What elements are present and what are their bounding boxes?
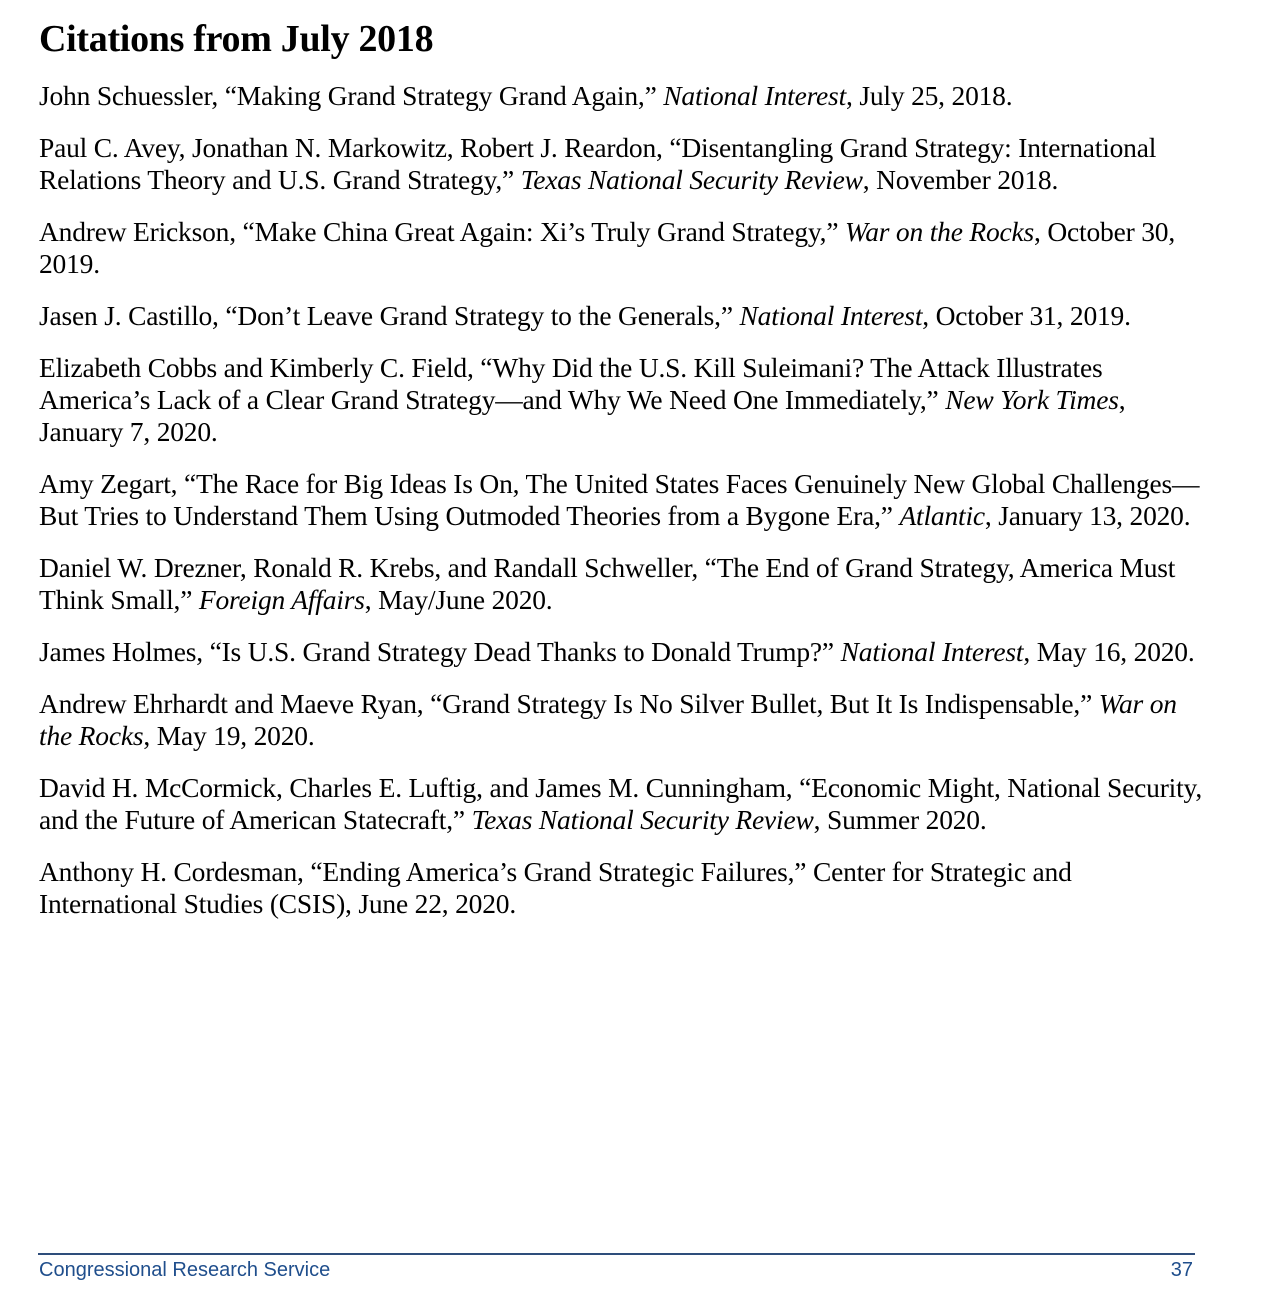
citation-date: , July 25, 2018.	[846, 80, 1013, 111]
citation-item	[39, 300, 1209, 332]
citation-date: , Summer 2020.	[813, 804, 987, 835]
citation-publication: National Interest	[739, 300, 923, 331]
citation-publication: Atlantic	[899, 500, 985, 531]
citation-item	[39, 80, 1209, 112]
footer-source: Congressional Research Service	[39, 1259, 331, 1281]
citation-date: , May/June 2020.	[364, 584, 553, 615]
citation-text: Amy Zegart, “The Race for Big Ideas Is On, The United States Faces Genuinely New Global Challenges—But Tries to Understand Them Using Outmoded Theories from a Bygone Era,”	[39, 468, 1200, 531]
citation-publication: Texas National Security Review	[471, 804, 814, 835]
citation-text: Anthony H. Cordesman, “Ending America’s Grand Strategic Failures,” Center for Strategic and International Studies (CSIS), June 22, 2020.	[39, 856, 1072, 919]
citation-publication: Texas National Security Review	[520, 164, 863, 195]
citation-text: John Schuessler, “Making Grand Strategy Grand Again,”	[39, 80, 664, 111]
citation-publication: Foreign Affairs	[198, 584, 365, 615]
citation-text: David H. McCormick, Charles E. Luftig, and James M. Cunningham, “Economic Might, National Security, and the Future of American Statecraft,”	[39, 772, 1202, 835]
citation-text: Andrew Ehrhardt and Maeve Ryan, “Grand Strategy Is No Silver Bullet, But It Is Indispensable,”	[39, 688, 1099, 719]
citation-date: , January 13, 2020.	[984, 500, 1191, 531]
citation-item	[39, 636, 1209, 668]
citation-item	[39, 688, 1209, 752]
citation-item	[39, 468, 1209, 532]
citation-text: James Holmes, “Is U.S. Grand Strategy Dead Thanks to Donald Trump?”	[39, 636, 841, 667]
citation-publication: War on the Rocks	[845, 216, 1035, 247]
citation-publication: War on the Rocks	[39, 688, 1177, 751]
citation-date: , May 19, 2020.	[143, 720, 315, 751]
footer-page-number: 37	[1170, 1259, 1193, 1281]
citation-list	[39, 80, 1209, 940]
citation-date: , October 30, 2019.	[39, 216, 1176, 279]
footer-divider	[38, 1253, 1195, 1255]
page-title: Citations from July 2018	[39, 18, 434, 60]
citation-item	[39, 772, 1209, 836]
citation-publication: New York Times	[945, 384, 1119, 415]
citation-date: , May 16, 2020.	[1023, 636, 1195, 667]
citation-item	[39, 552, 1209, 616]
citation-text: Jasen J. Castillo, “Don’t Leave Grand Strategy to the Generals,”	[39, 300, 740, 331]
citation-date: , October 31, 2019.	[922, 300, 1131, 331]
citation-text: Daniel W. Drezner, Ronald R. Krebs, and Randall Schweller, “The End of Grand Strategy, America Must Think Small,”	[39, 552, 1176, 615]
citation-publication: National Interest	[840, 636, 1024, 667]
citation-text: Paul C. Avey, Jonathan N. Markowitz, Robert J. Reardon, “Disentangling Grand Strategy: International Relations Theory and U.S. Grand Strategy,”	[39, 132, 1157, 195]
citation-item	[39, 132, 1209, 196]
citation-item	[39, 856, 1209, 920]
citation-text: Elizabeth Cobbs and Kimberly C. Field, “Why Did the U.S. Kill Suleimani? The Attack Illustrates America’s Lack of a Clear Grand Strategy—and Why We Need One Immediately,”	[39, 352, 1103, 415]
citation-text: Andrew Erickson, “Make China Great Again: Xi’s Truly Grand Strategy,”	[39, 216, 846, 247]
citation-item	[39, 352, 1209, 448]
citation-publication: National Interest	[663, 80, 847, 111]
citation-item	[39, 216, 1209, 280]
citation-date: , November 2018.	[862, 164, 1059, 195]
citation-date: , January 7, 2020.	[39, 384, 1126, 447]
